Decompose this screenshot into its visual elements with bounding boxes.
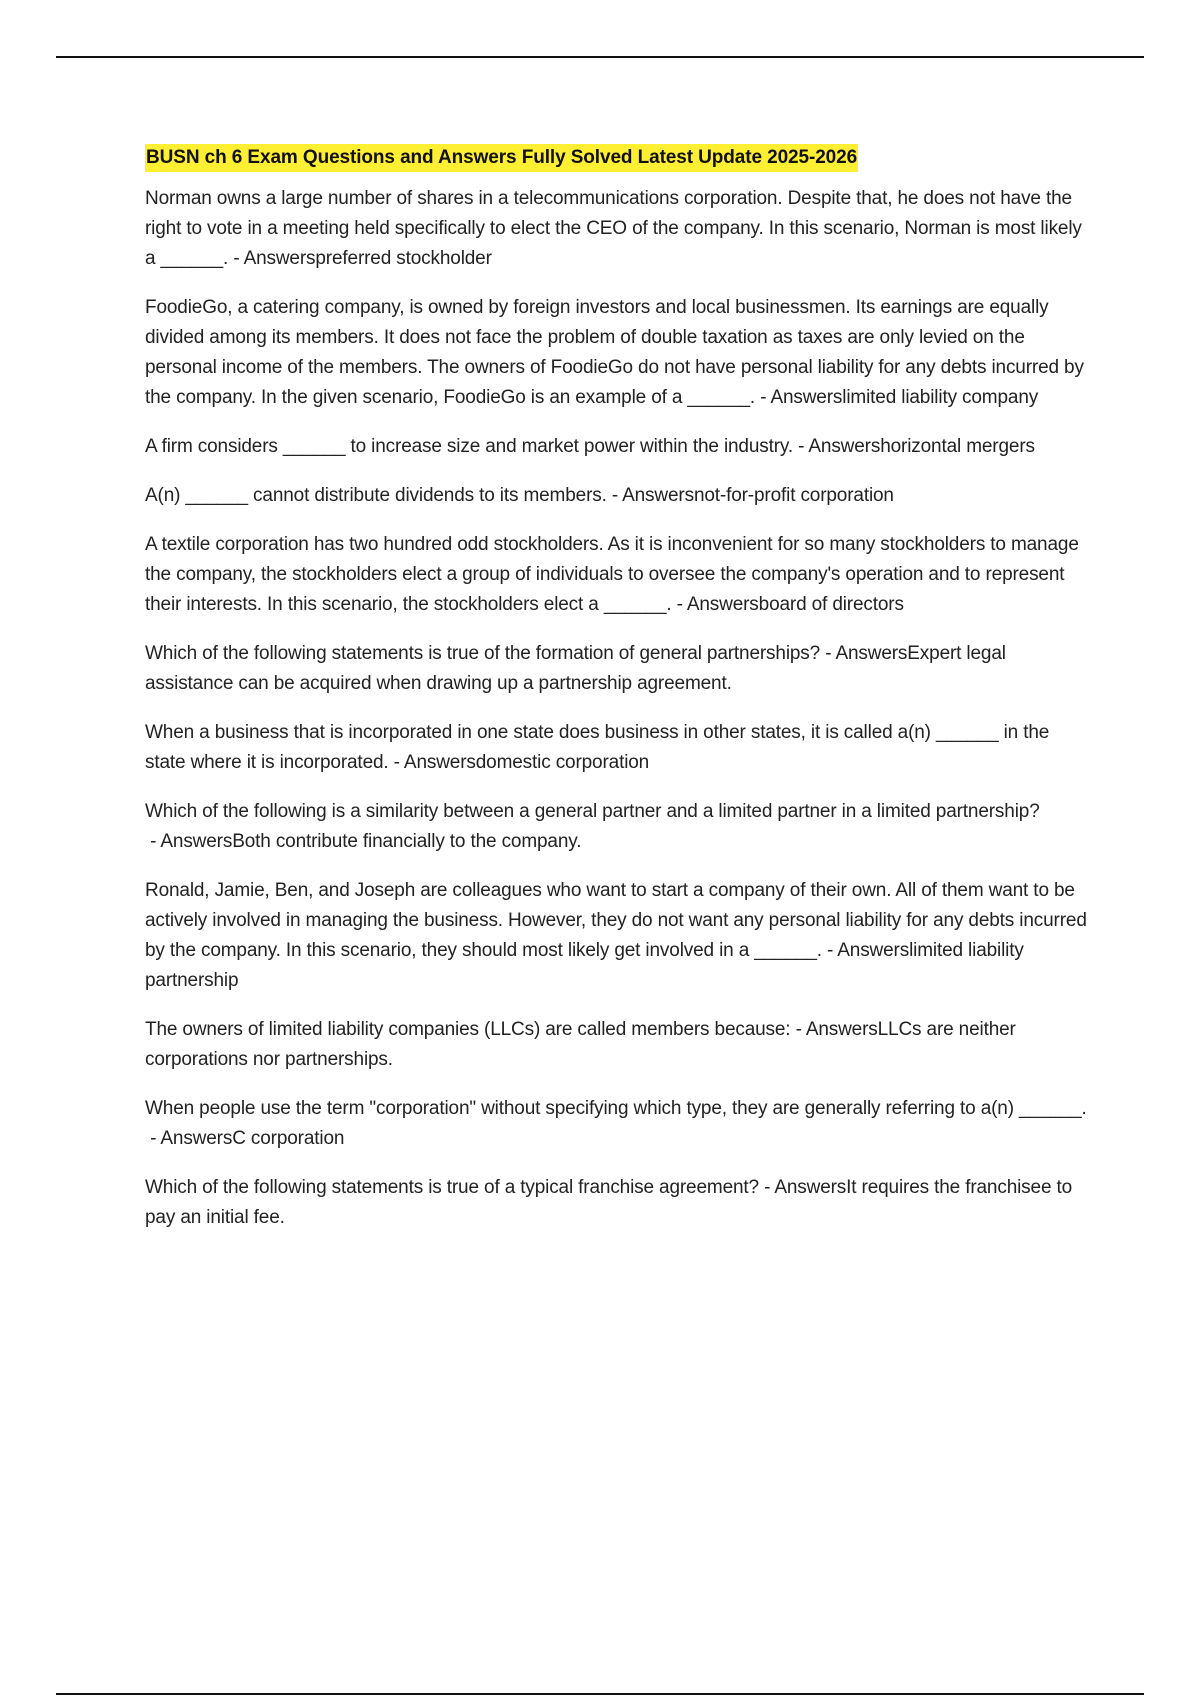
answer-text: board of directors <box>758 594 904 615</box>
question-text: When people use the term "corporation" without specifying which type, they are generally referring to a(n) ______. <box>145 1098 1087 1119</box>
answer-text: C corporation <box>232 1128 345 1149</box>
qa-item <box>145 718 1090 778</box>
qa-item <box>145 1094 1090 1154</box>
qa-item <box>145 293 1090 413</box>
answer-text: LLCs are neither corporations nor partnerships. <box>145 1019 1016 1070</box>
answer-text: preferred stockholder <box>315 248 492 269</box>
question-text: Ronald, Jamie, Ben, and Joseph are colleagues who want to start a company of their own. All of them want to be actively involved in managing the business. However, they do not want any personal liability for any debts incurred by the company. In this scenario, they should most likely get involved in a ______. <box>145 880 1087 961</box>
question-text: Norman owns a large number of shares in a telecommunications corporation. Despite that, he does not have the right to vote in a meeting held specifically to elect the CEO of the company. In this scenario, Norman is most likely a ______. <box>145 188 1082 269</box>
qa-item <box>145 432 1090 462</box>
question-text: A(n) ______ cannot distribute dividends to its members. <box>145 485 607 506</box>
answer-separator: - Answers <box>820 643 908 664</box>
answer-separator: - Answers <box>388 752 476 773</box>
document-body <box>145 144 1090 1252</box>
answer-text: not-for-profit corporation <box>693 485 894 506</box>
answer-separator: - Answers <box>671 594 759 615</box>
qa-item <box>145 530 1090 620</box>
qa-item <box>145 639 1090 699</box>
question-text: Which of the following is a similarity between a general partner and a limited partner in a limited partnership? <box>145 801 1040 822</box>
answer-text: limited liability company <box>842 387 1039 408</box>
question-text: Which of the following statements is true of the formation of general partnerships? <box>145 643 821 664</box>
qa-item <box>145 1015 1090 1075</box>
qa-item <box>145 1173 1090 1233</box>
answer-separator: - Answers <box>758 1177 847 1198</box>
answer-text: Expert legal assistance can be acquired when drawing up a partnership agreement. <box>145 643 1006 694</box>
qa-item <box>145 184 1090 274</box>
answer-text: It requires the franchisee to pay an initial fee. <box>145 1177 1073 1228</box>
question-text: The owners of limited liability companies (LLCs) are called members because: <box>145 1019 791 1040</box>
question-text: When a business that is incorporated in one state does business in other states, it is called a(n) ______ in the state where it is incorporated. <box>145 722 1050 773</box>
answer-separator: - Answers <box>145 1128 233 1149</box>
answer-separator: - Answers <box>821 940 910 961</box>
answer-text: Both contribute financially to the company. <box>232 831 582 852</box>
footer-rule <box>56 1693 1144 1695</box>
qa-item <box>145 797 1090 857</box>
qa-item <box>145 481 1090 511</box>
header-rule <box>56 56 1144 58</box>
question-text: FoodieGo, a catering company, is owned by foreign investors and local businessmen. Its earnings are equally divided among its members. It does not face the problem of double taxation as taxes are only levied on the personal income of the members. The owners of FoodieGo do not have personal liability for any debts incurred by the company. In the given scenario, FoodieGo is an example of a ______. <box>145 297 1084 408</box>
answer-text: limited liability partnership <box>145 940 1024 991</box>
question-text: A firm considers ______ to increase size and market power within the industry. <box>145 436 793 457</box>
qa-list <box>145 184 1090 1233</box>
question-text: A textile corporation has two hundred odd stockholders. As it is inconvenient for so many stockholders to manage the company, the stockholders elect a group of individuals to oversee the company's operation and to represent their interests. In this scenario, the stockholders elect a ______. <box>145 534 1079 615</box>
answer-separator: - Answers <box>793 436 881 457</box>
answer-text: domestic corporation <box>475 752 650 773</box>
answer-separator: - Answers <box>790 1019 878 1040</box>
answer-text: horizontal mergers <box>880 436 1035 457</box>
question-text: Which of the following statements is true of a typical franchise agreement? <box>145 1177 759 1198</box>
document-title: BUSN ch 6 Exam Questions and Answers Fully Solved Latest Update 2025-2026 <box>145 144 858 172</box>
answer-separator: - Answers <box>755 387 843 408</box>
qa-item <box>145 876 1090 996</box>
answer-separator: - Answers <box>606 485 694 506</box>
answer-separator: - Answers <box>228 248 316 269</box>
answer-separator: - Answers <box>145 831 233 852</box>
